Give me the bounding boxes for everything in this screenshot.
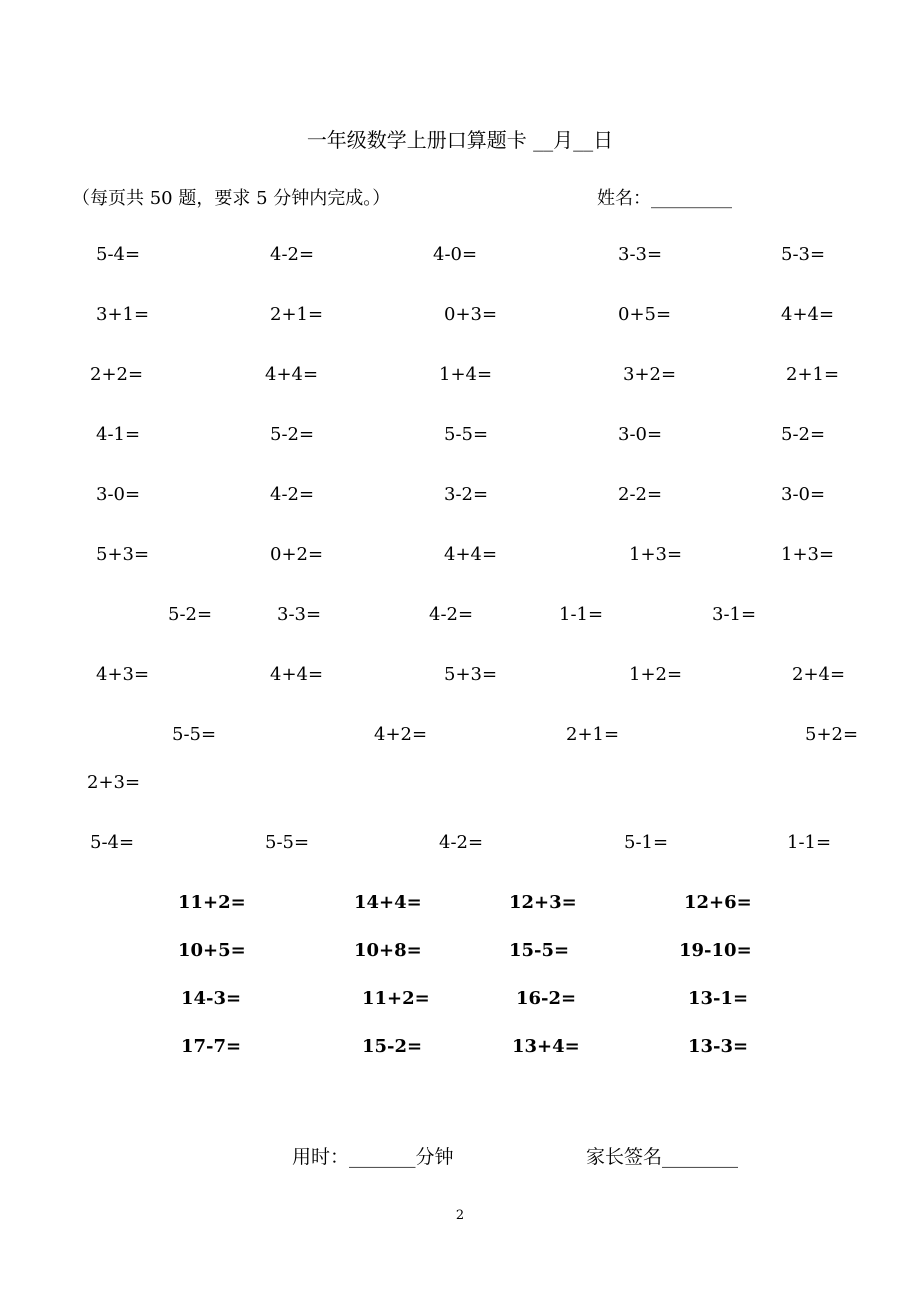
problem: 10+8=	[354, 940, 422, 961]
problem: 1+3=	[781, 544, 835, 565]
problem: 4+4=	[265, 364, 319, 385]
page-number: 2	[455, 1208, 465, 1223]
problem: 5-2=	[781, 424, 826, 445]
problem: 11+2=	[178, 892, 246, 913]
problem: 12+3=	[509, 892, 577, 913]
problem: 15-5=	[509, 940, 570, 961]
problem: 1-1=	[787, 832, 832, 853]
name-field-label: 姓名：_________	[597, 188, 732, 209]
problem: 5-5=	[265, 832, 310, 853]
problem: 3+2=	[623, 364, 677, 385]
problem: 1+4=	[439, 364, 493, 385]
problem: 5-3=	[781, 244, 826, 265]
problem: 13-3=	[688, 1036, 749, 1057]
problem: 2+1=	[270, 304, 324, 325]
problem: 3-0=	[618, 424, 663, 445]
problem: 15-2=	[362, 1036, 423, 1057]
problem: 12+6=	[684, 892, 752, 913]
instructions: （每页共 50 题，要求 5 分钟内完成。）	[72, 188, 391, 209]
problem: 5-2=	[168, 604, 213, 625]
problem: 0+5=	[618, 304, 672, 325]
problem: 14+4=	[354, 892, 422, 913]
problem: 3+1=	[96, 304, 150, 325]
problem: 3-3=	[618, 244, 663, 265]
problem: 4-1=	[96, 424, 141, 445]
problem: 3-0=	[781, 484, 826, 505]
problem: 2+1=	[786, 364, 840, 385]
problem: 4-2=	[439, 832, 484, 853]
problem: 5+3=	[96, 544, 150, 565]
problem: 5-5=	[444, 424, 489, 445]
parent-signature-label: 家长签名________	[586, 1146, 739, 1168]
problem: 16-2=	[516, 988, 577, 1009]
problem: 5-2=	[270, 424, 315, 445]
problem: 4-2=	[270, 244, 315, 265]
problem: 4-2=	[429, 604, 474, 625]
problem: 5-4=	[96, 244, 141, 265]
problem: 3-0=	[96, 484, 141, 505]
problem: 17-7=	[181, 1036, 242, 1057]
problem: 2+4=	[792, 664, 846, 685]
problem: 2-2=	[618, 484, 663, 505]
problem: 2+2=	[90, 364, 144, 385]
problem: 10+5=	[178, 940, 246, 961]
problem: 0+3=	[444, 304, 498, 325]
problem: 5+3=	[444, 664, 498, 685]
problem: 13-1=	[688, 988, 749, 1009]
problem: 2+1=	[566, 724, 620, 745]
problem: 3-3=	[277, 604, 322, 625]
problem: 5+2=	[805, 724, 859, 745]
problem: 3-1=	[712, 604, 757, 625]
time-used-label: 用时：_______分钟	[292, 1146, 454, 1168]
problem: 11+2=	[362, 988, 430, 1009]
page-title: 一年级数学上册口算题卡 __月__日	[306, 128, 614, 152]
problem: 1+2=	[629, 664, 683, 685]
problem: 4+3=	[96, 664, 150, 685]
problem: 4+4=	[781, 304, 835, 325]
problem: 3-2=	[444, 484, 489, 505]
problem: 4+2=	[374, 724, 428, 745]
problem: 4+4=	[444, 544, 498, 565]
problem: 0+2=	[270, 544, 324, 565]
problem: 5-5=	[172, 724, 217, 745]
problem: 1+3=	[629, 544, 683, 565]
problem: 5-1=	[624, 832, 669, 853]
problem: 2+3=	[87, 772, 141, 793]
problem: 19-10=	[679, 940, 752, 961]
problem: 13+4=	[512, 1036, 580, 1057]
problem: 4-2=	[270, 484, 315, 505]
problem: 4+4=	[270, 664, 324, 685]
problem: 1-1=	[559, 604, 604, 625]
problem: 5-4=	[90, 832, 135, 853]
problem: 14-3=	[181, 988, 242, 1009]
problem: 4-0=	[433, 244, 478, 265]
